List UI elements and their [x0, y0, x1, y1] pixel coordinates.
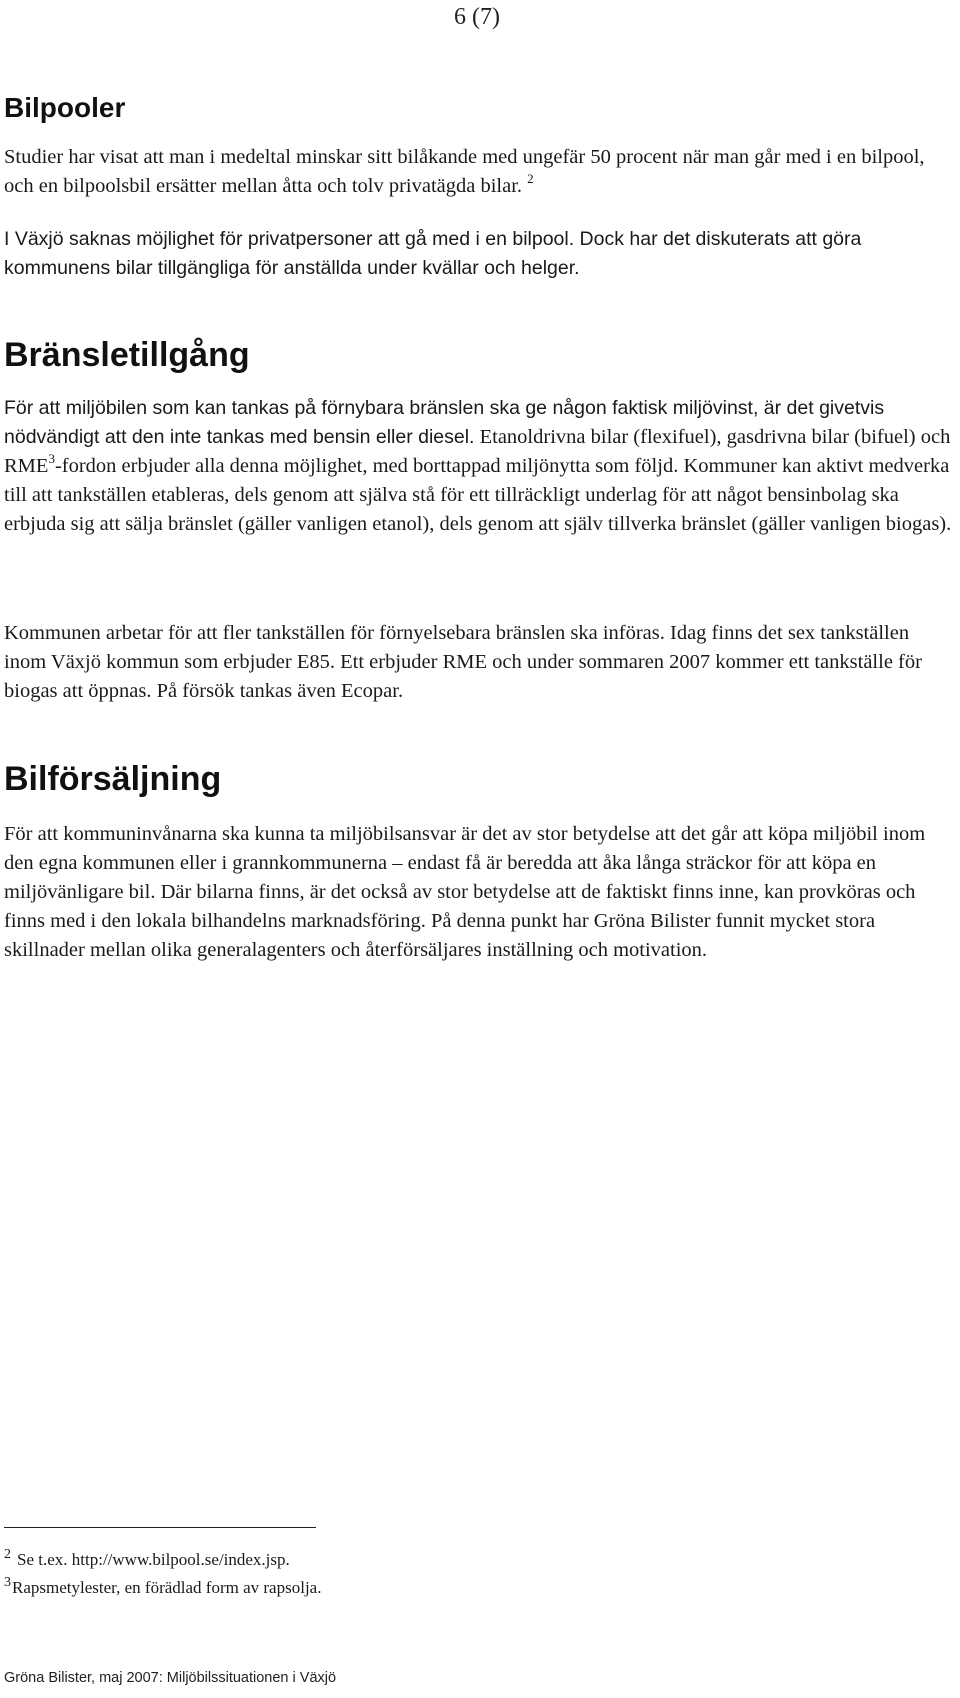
- paragraph-bilpooler-1: [4, 143, 956, 201]
- heading-bransletillgang: Bränsletillgång: [4, 336, 250, 374]
- paragraph-bransletillgang-1: [4, 394, 956, 539]
- footnote-ref-3: 3: [48, 451, 55, 466]
- heading-bilpooler: Bilpooler: [4, 92, 126, 123]
- footnote-2: [4, 1547, 290, 1570]
- footnote-divider: [4, 1527, 316, 1528]
- footnote-ref-2: 2: [527, 171, 534, 186]
- paragraph-bransletillgang-2: Kommunen arbetar för att fler tankställen för förnyelsebara bränslen ska införas. Idag finns det sex tankställen inom Växjö kommun som erbjuder E85. Ett erbjuder RME och under sommaren 2007 kommer ett tankställe för biogas att öppnas. På försök tankas även Ecopar.: [4, 622, 922, 702]
- footnote-3: [4, 1575, 322, 1598]
- footnote-number: 3: [4, 1575, 11, 1590]
- footnote-text: Se t.ex. http://www.bilpool.se/index.jsp.: [17, 1550, 290, 1569]
- paragraph-text: Studier har visat att man i medeltal minskar sitt bilåkande med ungefär 50 procent när man går med i en bilpool, och en bilpoolsbil ersätter mellan åtta och tolv privatägda bilar.: [4, 146, 925, 197]
- paragraph-text: -fordon erbjuder alla denna möjlighet, med borttappad miljönytta som följd.: [54, 455, 679, 477]
- footnote-text: Rapsmetylester, en förädlad form av rapsolja.: [12, 1578, 322, 1597]
- footnote-number: 2: [4, 1547, 11, 1562]
- paragraph-text: Etanoldrivna bilar (flexifuel), gasdrivna bilar (bifuel) och RME: [4, 426, 951, 477]
- paragraph-text: Kommuner kan aktivt medverka till att tankställen etableras, dels genom att själva stå för ett tillräckligt underlag för att något bensinbolag ska erbjuda sig att sälja bränslet (gäller vanligen etanol), dels genom att själv tillverka bränslet (gäller vanligen biogas).: [4, 455, 952, 535]
- page-footer: Gröna Bilister, maj 2007: Miljöbilssituationen i Växjö: [4, 1670, 337, 1686]
- paragraph-bilpooler-2: I Växjö saknas möjlighet för privatpersoner att gå med i en bilpool. Dock har det diskuterats att göra kommunens bilar tillgängliga för anställda under kvällar och helger.: [4, 228, 862, 279]
- heading-bilforsaljning: Bilförsäljning: [4, 760, 222, 798]
- paragraph-bilforsaljning-1: För att kommuninvånarna ska kunna ta miljöbilsansvar är det av stor betydelse att det går att köpa miljöbil inom den egna kommunen eller i grannkommunerna – endast få är beredda att åka långa sträckor för att köpa en miljövänligare bil. Där bilarna finns, är det också av stor betydelse att de faktiskt finns inne, kan provköras och finns med i den lokala bilhandelns marknadsföring. På denna punkt har Gröna Bilister funnit mycket stora skillnader mellan olika generalagenters och återförsäljares inställning och motivation.: [4, 823, 926, 961]
- page-number: 6 (7): [454, 4, 500, 30]
- paragraph-text-sans: För att miljöbilen som kan tankas på förnybara bränslen ska ge någon faktisk miljövinst, är det givetvis nödvändigt att den inte tankas med bensin eller diesel.: [4, 397, 885, 448]
